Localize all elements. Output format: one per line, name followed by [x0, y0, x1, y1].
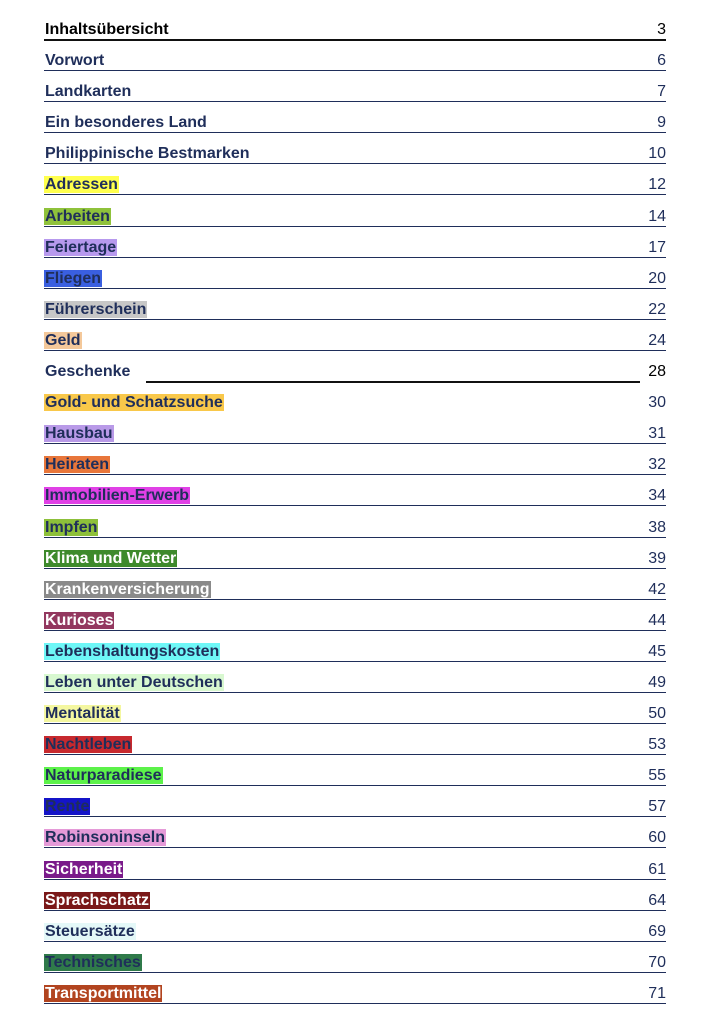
toc-entry-title[interactable]: Naturparadiese [45, 767, 162, 785]
toc-entry-page-number[interactable]: 42 [648, 580, 666, 598]
toc-entry[interactable] [44, 669, 666, 700]
toc-leader-line [44, 288, 666, 289]
toc-leader-line [44, 879, 666, 880]
toc-entry-page-number[interactable]: 31 [648, 425, 666, 443]
toc-leader-line [44, 132, 666, 133]
toc-entry-title[interactable]: Feiertage [45, 238, 117, 256]
toc-entry-page-number[interactable]: 49 [648, 673, 666, 691]
toc-leader-line [44, 163, 666, 164]
toc-leader-line [44, 785, 666, 786]
table-of-contents [44, 16, 666, 1011]
toc-entry-page-number[interactable]: 7 [657, 83, 666, 101]
toc-entry[interactable] [44, 78, 666, 109]
toc-entry[interactable] [44, 949, 666, 980]
toc-entry[interactable] [44, 980, 666, 1011]
toc-entry-title[interactable]: Rente [45, 798, 90, 816]
toc-entry-page-number[interactable]: 12 [648, 176, 666, 194]
toc-entry-title[interactable]: Robinsoninseln [45, 829, 165, 847]
toc-leader-line [44, 754, 666, 755]
toc-leader-line [44, 972, 666, 973]
toc-entry-title[interactable]: Inhaltsübersicht [45, 21, 169, 38]
toc-leader-line [44, 443, 666, 444]
toc-leader-line [44, 350, 666, 351]
toc-entry-title[interactable]: Gold- und Schatzsuche [45, 394, 223, 412]
toc-entry-title[interactable]: Krankenversicherung [45, 580, 210, 598]
toc-entry[interactable] [44, 203, 666, 234]
toc-entry[interactable] [44, 358, 666, 389]
toc-entry-title[interactable]: Transportmittel [45, 984, 162, 1002]
toc-entry[interactable] [44, 700, 666, 731]
toc-entry-title[interactable]: Ein besonderes Land [45, 114, 207, 132]
toc-entry-title[interactable]: Lebenshaltungskosten [45, 642, 220, 660]
toc-entry-title[interactable]: Klima und Wetter [45, 549, 177, 567]
toc-entry[interactable] [44, 234, 666, 265]
toc-entry[interactable] [44, 389, 666, 420]
toc-entry[interactable] [44, 762, 666, 793]
toc-leader-line [44, 1003, 666, 1004]
toc-leader-line [44, 474, 666, 475]
toc-entry-page-number[interactable]: 28 [648, 363, 666, 381]
toc-leader-line [146, 381, 640, 383]
toc-entry-page-number[interactable]: 3 [657, 21, 666, 38]
toc-entry-page-number[interactable]: 39 [648, 549, 666, 567]
toc-leader-line [44, 847, 666, 848]
toc-entry-page-number[interactable]: 24 [648, 331, 666, 349]
toc-entry-title[interactable]: Immobilien-Erwerb [45, 487, 190, 505]
toc-entry-page-number[interactable]: 22 [648, 300, 666, 318]
toc-entry[interactable] [44, 171, 666, 202]
toc-entry-title[interactable]: Geld [45, 331, 81, 349]
toc-leader-line [44, 70, 666, 71]
toc-entry[interactable] [44, 545, 666, 576]
toc-leader-line [44, 661, 666, 662]
toc-entry-title[interactable]: Landkarten [45, 83, 132, 101]
toc-entry-title[interactable]: Geschenke [45, 363, 131, 381]
toc-entry[interactable] [44, 918, 666, 949]
toc-entry[interactable] [44, 793, 666, 824]
toc-entry[interactable] [44, 451, 666, 482]
toc-entry[interactable] [44, 887, 666, 918]
toc-entry-title[interactable]: Nachtleben [45, 736, 132, 754]
toc-entry[interactable] [44, 265, 666, 296]
toc-entry-page-number[interactable]: 44 [648, 611, 666, 629]
toc-entry[interactable] [44, 296, 666, 327]
toc-entry-title[interactable]: Adressen [45, 176, 118, 194]
toc-entry-title[interactable]: Philippinische Bestmarken [45, 145, 250, 163]
toc-entry-page-number[interactable]: 70 [648, 953, 666, 971]
toc-entry[interactable] [44, 327, 666, 358]
toc-entry-page-number[interactable]: 34 [648, 487, 666, 505]
toc-entry-page-number[interactable]: 45 [648, 642, 666, 660]
toc-entry-page-number[interactable]: 9 [657, 114, 666, 132]
toc-entry[interactable] [44, 140, 666, 171]
toc-entry-title[interactable]: Arbeiten [45, 207, 110, 225]
toc-leader-line [44, 692, 666, 693]
toc-entry-title[interactable]: Vorwort [45, 52, 105, 70]
toc-entry-page-number[interactable]: 32 [648, 456, 666, 474]
toc-entry[interactable] [44, 731, 666, 762]
toc-entry-title[interactable]: Führerschein [45, 300, 147, 318]
toc-leader-line [44, 505, 666, 506]
toc-leader-line [44, 39, 666, 41]
toc-entry-page-number[interactable]: 30 [648, 394, 666, 412]
toc-leader-line [44, 319, 666, 320]
toc-entry[interactable] [44, 514, 666, 545]
toc-leader-line [44, 723, 666, 724]
toc-entry-page-number[interactable]: 60 [648, 829, 666, 847]
toc-entry-page-number[interactable]: 71 [648, 984, 666, 1002]
toc-entry-title[interactable]: Kurioses [45, 611, 114, 629]
toc-entry-page-number[interactable]: 61 [648, 860, 666, 878]
toc-entry-page-number[interactable]: 6 [657, 52, 666, 70]
toc-entry-page-number[interactable]: 20 [648, 269, 666, 287]
toc-entry-page-number[interactable]: 50 [648, 705, 666, 723]
toc-entry[interactable] [44, 482, 666, 513]
toc-entry[interactable] [44, 16, 666, 47]
toc-entry-title[interactable]: Mentalität [45, 705, 120, 723]
toc-entry-page-number[interactable]: 64 [648, 891, 666, 909]
toc-entry-page-number[interactable]: 17 [648, 238, 666, 256]
toc-entry-title[interactable]: Sicherheit [45, 860, 123, 878]
toc-leader-line [44, 226, 666, 227]
toc-entry-page-number[interactable]: 55 [648, 767, 666, 785]
toc-entry-page-number[interactable]: 69 [648, 922, 666, 940]
toc-entry-page-number[interactable]: 14 [648, 207, 666, 225]
toc-leader-line [44, 941, 666, 942]
toc-leader-line [44, 630, 666, 631]
toc-entry[interactable] [44, 824, 666, 855]
toc-entry-title[interactable]: Hausbau [45, 425, 113, 443]
toc-entry[interactable] [44, 576, 666, 607]
toc-entry[interactable] [44, 47, 666, 78]
toc-leader-line [44, 816, 666, 817]
toc-entry[interactable] [44, 109, 666, 140]
toc-entry[interactable] [44, 420, 666, 451]
toc-entry-page-number[interactable]: 10 [648, 145, 666, 163]
toc-leader-line [44, 257, 666, 258]
toc-entry-page-number[interactable]: 57 [648, 798, 666, 816]
toc-leader-line [44, 194, 666, 195]
toc-entry[interactable] [44, 638, 666, 669]
toc-entry-title[interactable]: Sprachschatz [45, 891, 150, 909]
toc-entry-title[interactable]: Technisches [45, 953, 141, 971]
toc-entry-page-number[interactable]: 38 [648, 518, 666, 536]
toc-entry[interactable] [44, 607, 666, 638]
toc-entry-title[interactable]: Fliegen [45, 269, 102, 287]
toc-entry-title[interactable]: Steuersätze [45, 922, 135, 940]
toc-leader-line [44, 101, 666, 102]
toc-entry-title[interactable]: Heiraten [45, 456, 110, 474]
toc-entry-page-number[interactable]: 53 [648, 736, 666, 754]
toc-leader-line [44, 910, 666, 911]
toc-entry[interactable] [44, 856, 666, 887]
toc-leader-line [44, 568, 666, 569]
toc-entry-title[interactable]: Impfen [45, 518, 98, 536]
toc-entry-title[interactable]: Leben unter Deutschen [45, 673, 223, 691]
toc-leader-line [44, 599, 666, 600]
toc-leader-line [44, 537, 666, 538]
